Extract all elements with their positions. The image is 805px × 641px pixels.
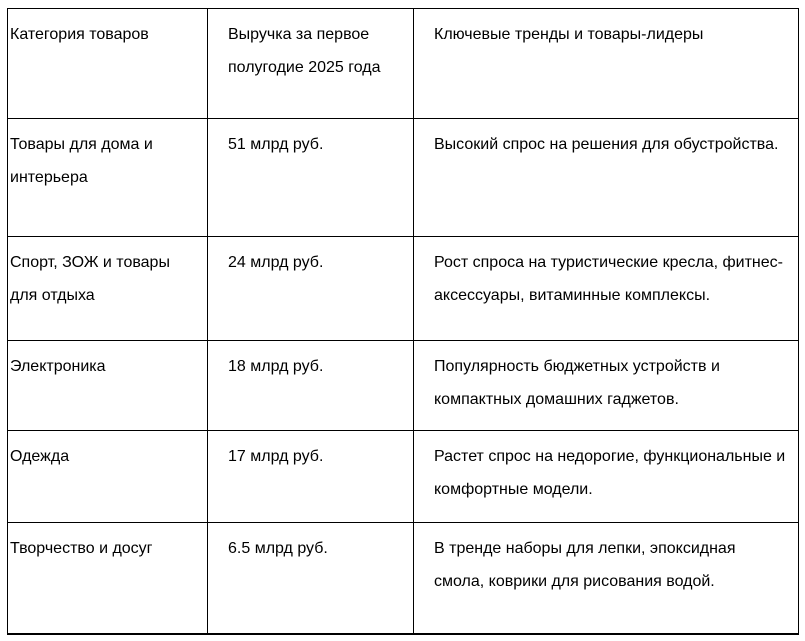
cell-trends: Растет спрос на недорогие, функциональные и комфортные модели. <box>414 431 799 523</box>
column-header-trends: Ключевые тренды и товары-лидеры <box>414 9 799 119</box>
cell-trends: В тренде наборы для лепки, эпоксидная смола, коврики для рисования водой. <box>414 523 799 634</box>
cell-category: Творчество и досуг <box>8 523 208 634</box>
cell-category: Спорт, ЗОЖ и товары для отдыха <box>8 237 208 341</box>
cell-trends: Высокий спрос на решения для обустройства. <box>414 119 799 237</box>
cell-category: Электроника <box>8 341 208 431</box>
cell-revenue: 18 млрд руб. <box>208 341 414 431</box>
cell-category: Одежда <box>8 431 208 523</box>
cell-revenue: 6.5 млрд руб. <box>208 523 414 634</box>
cell-trends: Популярность бюджетных устройств и компактных домашних гаджетов. <box>414 341 799 431</box>
cell-category: Товары для дома и интерьера <box>8 119 208 237</box>
cell-revenue: 51 млрд руб. <box>208 119 414 237</box>
cell-revenue: 17 млрд руб. <box>208 431 414 523</box>
table-row <box>8 341 799 431</box>
table-header-row <box>8 9 799 119</box>
table-row <box>8 523 799 634</box>
cell-revenue: 24 млрд руб. <box>208 237 414 341</box>
table-row <box>8 237 799 341</box>
column-header-category: Категория товаров <box>8 9 208 119</box>
category-revenue-table <box>7 8 799 635</box>
cell-trends: Рост спроса на туристические кресла, фитнес-аксессуары, витаминные комплексы. <box>414 237 799 341</box>
column-header-revenue: Выручка за первое полугодие 2025 года <box>208 9 414 119</box>
table-row <box>8 119 799 237</box>
table-row <box>8 431 799 523</box>
